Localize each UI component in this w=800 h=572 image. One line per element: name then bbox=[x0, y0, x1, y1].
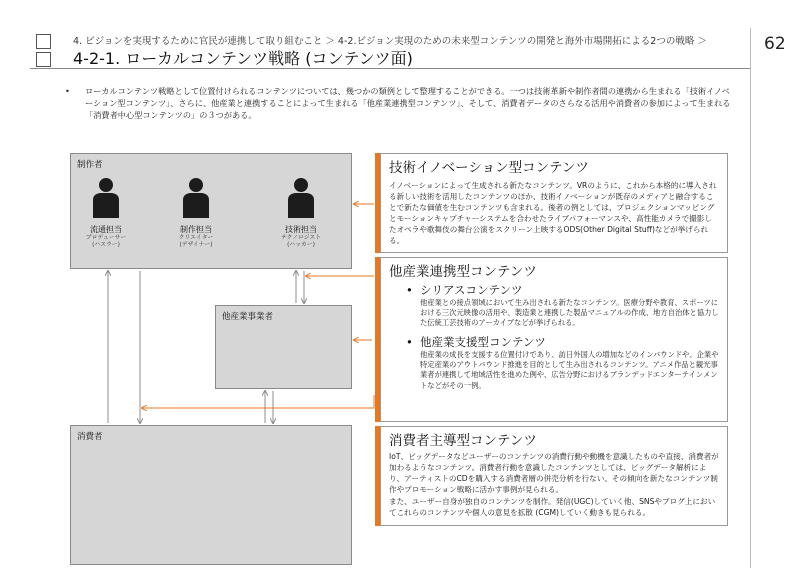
person-role: 技術担当 bbox=[285, 225, 317, 234]
intro-text: ローカルコンテンツ戦略として位置付けられるコンテンツについては、幾つかの類例として整理することができる。一つは技術革新や制作者間の連携から生まれる「技術イノベーション型コンテンツ」、さらに、他産業と連携することによって生まれる「他産業連携型コンテンツ」、そして、消費者データのさらなる活用や消費者の参加によって生まれる「消費者中心型コンテンツの」の３つがある。 bbox=[85, 86, 731, 121]
other-industry-panel bbox=[380, 257, 728, 422]
subsection-title: 他産業支援型コンテンツ bbox=[420, 335, 546, 349]
breadcrumb: 4. ビジョンを実現するために官民が連携して取り組むこと ＞ 4-2.ビジョン実現のための未来型コンテンツの開発と海外市場開拓による2つの戦略 ＞ bbox=[73, 36, 707, 47]
person-subtitle: クリエイター bbox=[178, 235, 214, 241]
page-number: 62 bbox=[764, 34, 786, 54]
subsection-text: 他産業の成長を支援する位置付けであり、訪日外国人の増加などのインバウンドや、企業や特定産業のアウトバウンド推進を目的として生み出されるコンテンツ。アニメ作品と観光事業者が連携して地域活性を進めた例や、広告分野におけるブランデッドエンターテインメントなどがその一例。 bbox=[420, 350, 719, 390]
bullet-icon: • bbox=[406, 283, 413, 297]
panel-title: 消費者主導型コンテンツ bbox=[389, 433, 537, 449]
subsection-text: 他産業との接点領域において生み出される新たなコンテンツ。医療分野や教育、スポーツにおける三次元映像の活用や、製造業と連携した製品マニュアルの作成、地方自治体と協力した伝統工芸技術のアーカイブなどが挙げられる。 bbox=[420, 298, 719, 328]
person-subtitle-alt: (デザイナー) bbox=[179, 242, 213, 248]
subsection-title: シリアスコンテンツ bbox=[420, 283, 523, 297]
tech-innovation-panel bbox=[380, 153, 728, 253]
other-industry-label: 他産業事業者 bbox=[222, 312, 274, 322]
person-role: 制作担当 bbox=[180, 225, 212, 234]
panel-body: IoT、ビッグデータなどユーザーのコンテンツの消費行動や動機を意識したものや直接、消費者が加わるようなコンテンツ。消費者行動を意識したコンテンツとしては、ビッグデータ解析により、アーティストのCDを購入する消費者層の併売分析を行ない、その傾向を新たなコンテンツ制作やプロモーション戦略に活かす事例が見られる。 bbox=[389, 452, 719, 494]
bullet-icon: • bbox=[406, 335, 413, 349]
bullet-icon: • bbox=[65, 86, 70, 96]
list-item bbox=[406, 282, 719, 329]
page-title: 4-2-1. ローカルコンテンツ戦略 (コンテンツ面) bbox=[73, 49, 413, 68]
person-subtitle: テクノロジスト bbox=[280, 235, 322, 241]
person-subtitle: プロデューサー bbox=[85, 235, 127, 241]
list-item bbox=[406, 334, 719, 391]
person-subtitle-alt: (ハスラー) bbox=[92, 242, 120, 248]
person-role: 流通担当 bbox=[90, 225, 122, 234]
consumer-panel bbox=[380, 426, 728, 526]
panel-body-secondary: また、ユーザー自身が独自のコンテンツを制作。発信(UGC)していく他、SNSやブログ上においてこれらのコンテンツや個人の意見を拡散 (CGM)していく動きも見られる。 bbox=[389, 497, 716, 517]
panel-title: 技術イノベーション型コンテンツ bbox=[389, 160, 589, 176]
creators-label: 制作者 bbox=[77, 160, 103, 170]
panel-title: 他産業連携型コンテンツ bbox=[389, 264, 537, 280]
consumers-label: 消費者 bbox=[77, 432, 103, 442]
panel-body: イノベーションによって生成される新たなコンテンツ。VRのように、これから本格的に導入される新しい技術を活用したコンテンツのほか、技術イノベーションが既存のメディアと融合することで新たな価値を生むコンテンツも含まれる。後者の例としては、プロジェクションマッピングとモーションキャプチャーシステムを合わせたライブパフォーマンスや、高性能カメラで撮影したオペラや歌舞伎の舞台公演をスクリーン上映するODS(Other Digital Stuff)などが挙げられる。 bbox=[389, 181, 717, 245]
person-subtitle-alt: (ハッカー) bbox=[287, 242, 315, 248]
